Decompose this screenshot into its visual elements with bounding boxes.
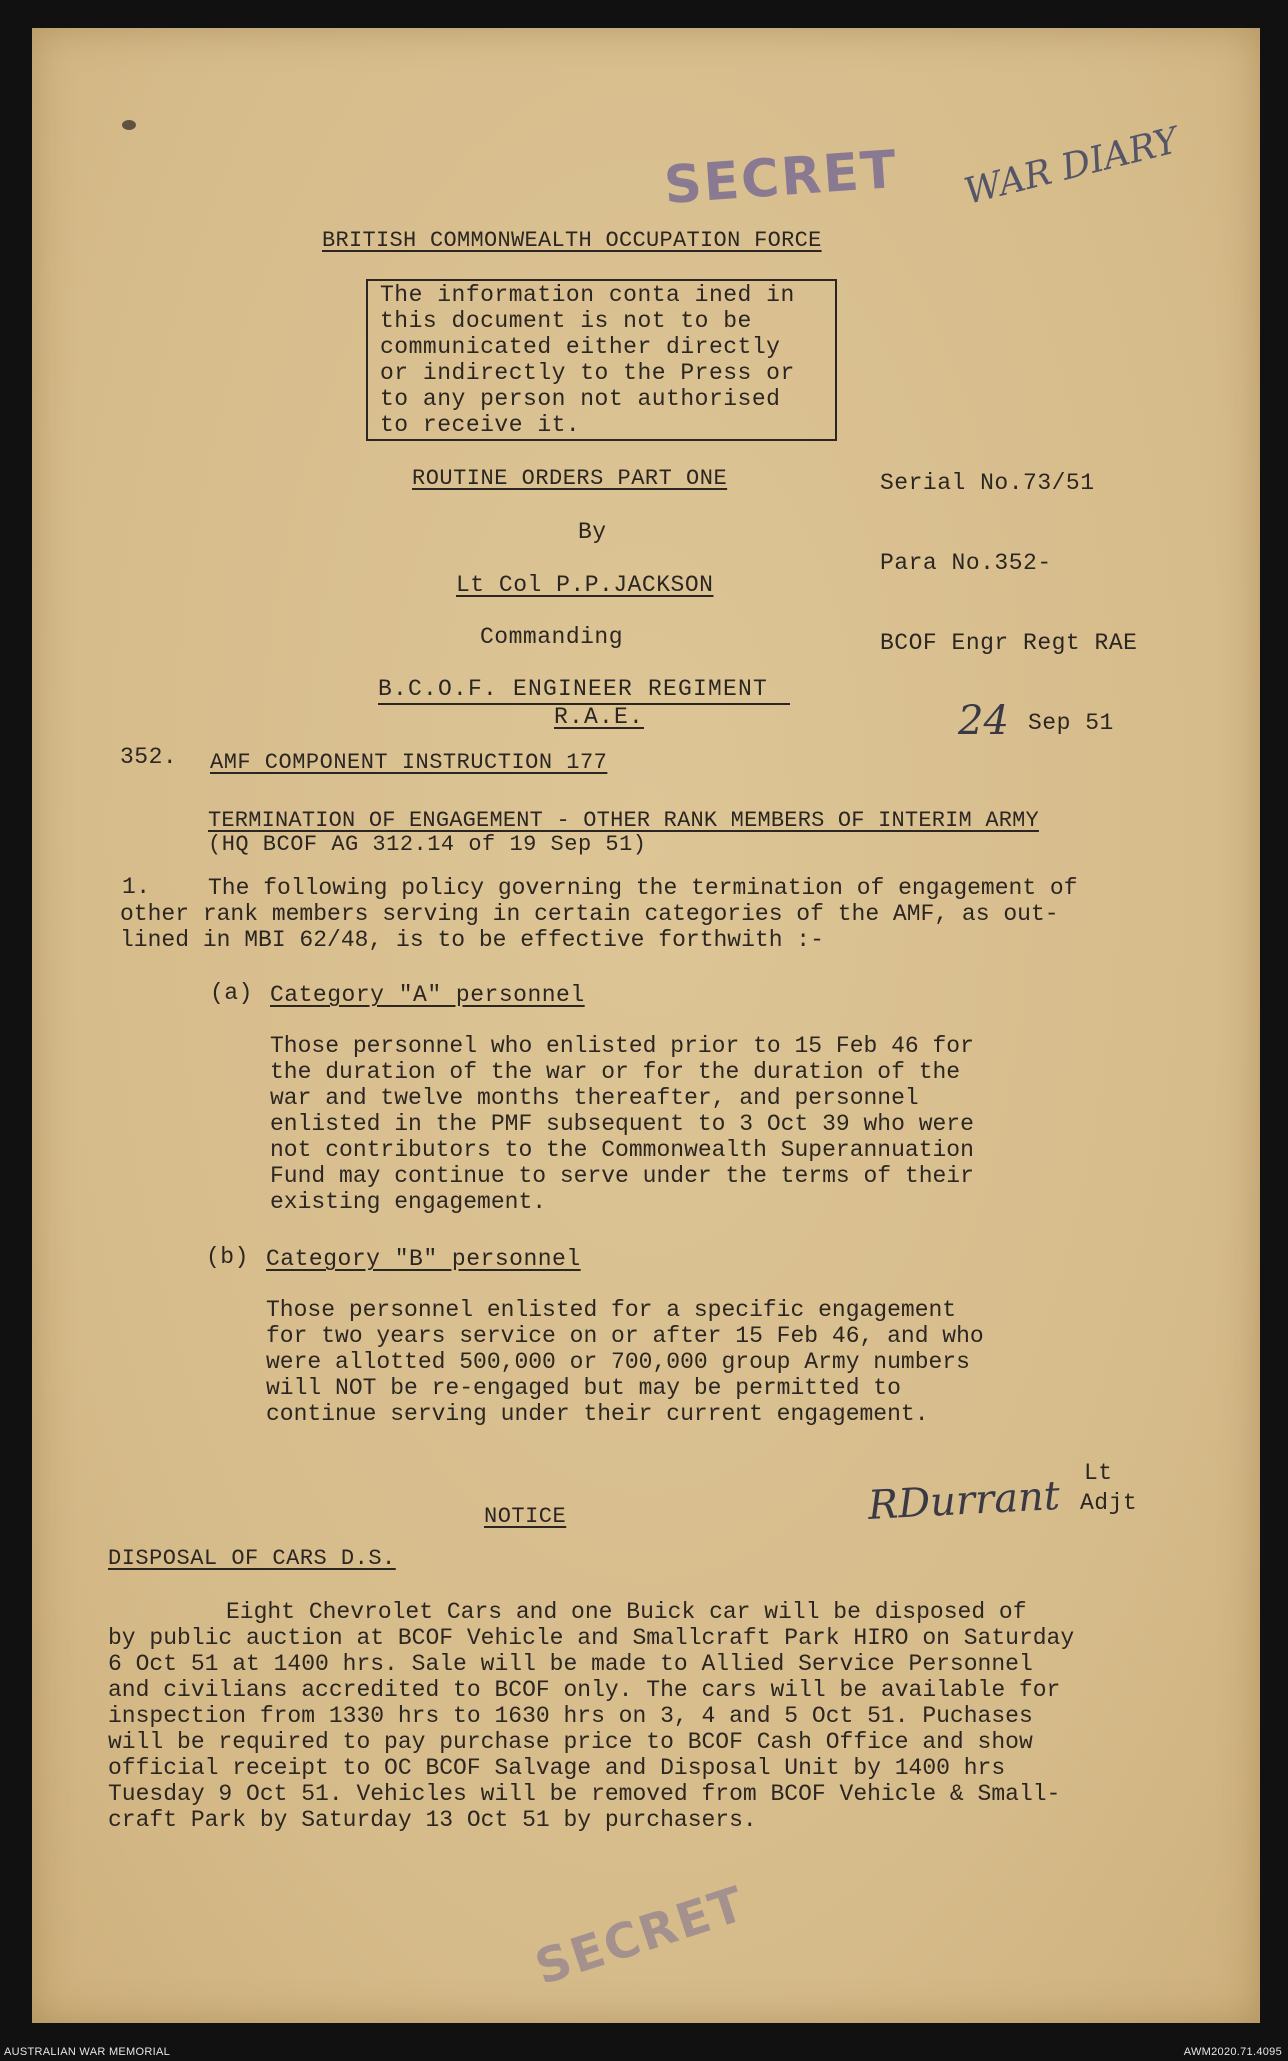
unit-short: BCOF Engr Regt RAE: [880, 630, 1138, 656]
category-a-line: the duration of the war or for the duration of the: [270, 1059, 961, 1085]
order-subtitle: TERMINATION OF ENGAGEMENT - OTHER RANK MEMBERS OF INTERIM ARMY: [208, 808, 1039, 833]
ink-speck: [122, 120, 136, 130]
force-title: BRITISH COMMONWEALTH OCCUPATION FORCE: [322, 228, 822, 253]
order-number: 352.: [120, 744, 178, 770]
category-a-label: (a): [210, 980, 253, 1006]
category-b-line: were allotted 500,000 or 700,000 group Army numbers: [266, 1349, 970, 1375]
signature-role: Adjt: [1080, 1490, 1138, 1516]
document-page: [32, 28, 1260, 2023]
restriction-line: The information conta ined in: [380, 282, 795, 308]
notice-line: and civilians accredited to BCOF only. The cars will be available for: [108, 1677, 1061, 1703]
date-month-year: Sep 51: [1028, 710, 1114, 736]
unit-abbrev: R.A.E.: [554, 704, 645, 730]
footer-right: AWM2020.71.4095: [1183, 2046, 1282, 2058]
category-a-line: existing engagement.: [270, 1189, 547, 1215]
para-number: Para No.352-: [880, 550, 1052, 576]
serial-number: Serial No.73/51: [880, 470, 1095, 496]
notice-line: official receipt to OC BCOF Salvage and Disposal Unit by 1400 hrs: [108, 1755, 1006, 1781]
commanding-label: Commanding: [480, 624, 624, 650]
category-a-line: enlisted in the PMF subsequent to 3 Oct 39 who were: [270, 1111, 974, 1137]
restriction-line: to receive it.: [380, 412, 581, 438]
category-b-line: will NOT be re-engaged but may be permitted to: [266, 1375, 901, 1401]
handwritten-date-day: 24: [958, 698, 1009, 744]
restriction-line: this document is not to be: [380, 308, 752, 334]
para-1-number: 1.: [122, 874, 151, 900]
secret-stamp-top: SECRET: [662, 139, 900, 217]
notice-line: Eight Chevrolet Cars and one Buick car will be disposed of: [226, 1599, 1027, 1625]
officer-name: Lt Col P.P.JACKSON: [456, 572, 714, 598]
category-b-label: (b): [206, 1244, 249, 1270]
orders-title: ROUTINE ORDERS PART ONE: [412, 466, 728, 491]
notice-line: will be required to pay purchase price to BCOF Cash Office and show: [108, 1729, 1033, 1755]
category-a-line: Fund may continue to serve under the terms of their: [270, 1163, 974, 1189]
order-reference: (HQ BCOF AG 312.14 of 19 Sep 51): [208, 832, 647, 857]
notice-line: inspection from 1330 hrs to 1630 hrs on 3, 4 and 5 Oct 51. Puchases: [108, 1703, 1033, 1729]
category-b-title: Category "B" personnel: [266, 1246, 581, 1272]
category-a-line: not contributors to the Commonwealth Superannuation: [270, 1137, 974, 1163]
category-a-title: Category "A" personnel: [270, 982, 585, 1008]
footer-left: AUSTRALIAN WAR MEMORIAL: [4, 2046, 171, 2058]
notice-line: Tuesday 9 Oct 51. Vehicles will be removed from BCOF Vehicle & Small-: [108, 1781, 1061, 1807]
notice-title: DISPOSAL OF CARS D.S.: [108, 1546, 396, 1571]
category-b-line: for two years service on or after 15 Feb 46, and who: [266, 1323, 984, 1349]
category-b-line: continue serving under their current engagement.: [266, 1401, 929, 1427]
notice-line: 6 Oct 51 at 1400 hrs. Sale will be made to Allied Service Personnel: [108, 1651, 1033, 1677]
notice-heading: NOTICE: [484, 1504, 567, 1529]
secret-stamp-bottom: SECRET: [528, 1875, 753, 1997]
war-diary-handwriting: WAR DIARY: [960, 120, 1183, 213]
restriction-line: or indirectly to the Press or: [380, 360, 795, 386]
category-a-line: war and twelve months thereafter, and personnel: [270, 1085, 919, 1111]
notice-line: by public auction at BCOF Vehicle and Smallcraft Park HIRO on Saturday: [108, 1625, 1075, 1651]
para-1-line: The following policy governing the termination of engagement of: [208, 875, 1078, 901]
signature-rank: Lt: [1084, 1460, 1113, 1486]
by-label: By: [578, 519, 607, 545]
restriction-line: communicated either directly: [380, 334, 781, 360]
para-1-line: lined in MBI 62/48, is to be effective forthwith :-: [120, 927, 824, 953]
restriction-line: to any person not authorised: [380, 386, 781, 412]
category-b-line: Those personnel enlisted for a specific engagement: [266, 1297, 957, 1323]
notice-line: craft Park by Saturday 13 Oct 51 by purchasers.: [108, 1807, 757, 1833]
order-title: AMF COMPONENT INSTRUCTION 177: [210, 750, 608, 775]
adjutant-signature: RDurrant: [866, 1473, 1061, 1529]
category-a-line: Those personnel who enlisted prior to 15 Feb 46 for: [270, 1033, 974, 1059]
para-1-line: other rank members serving in certain categories of the AMF, as out-: [120, 901, 1059, 927]
unit-name: B.C.O.F. ENGINEER REGIMENT: [378, 676, 769, 702]
